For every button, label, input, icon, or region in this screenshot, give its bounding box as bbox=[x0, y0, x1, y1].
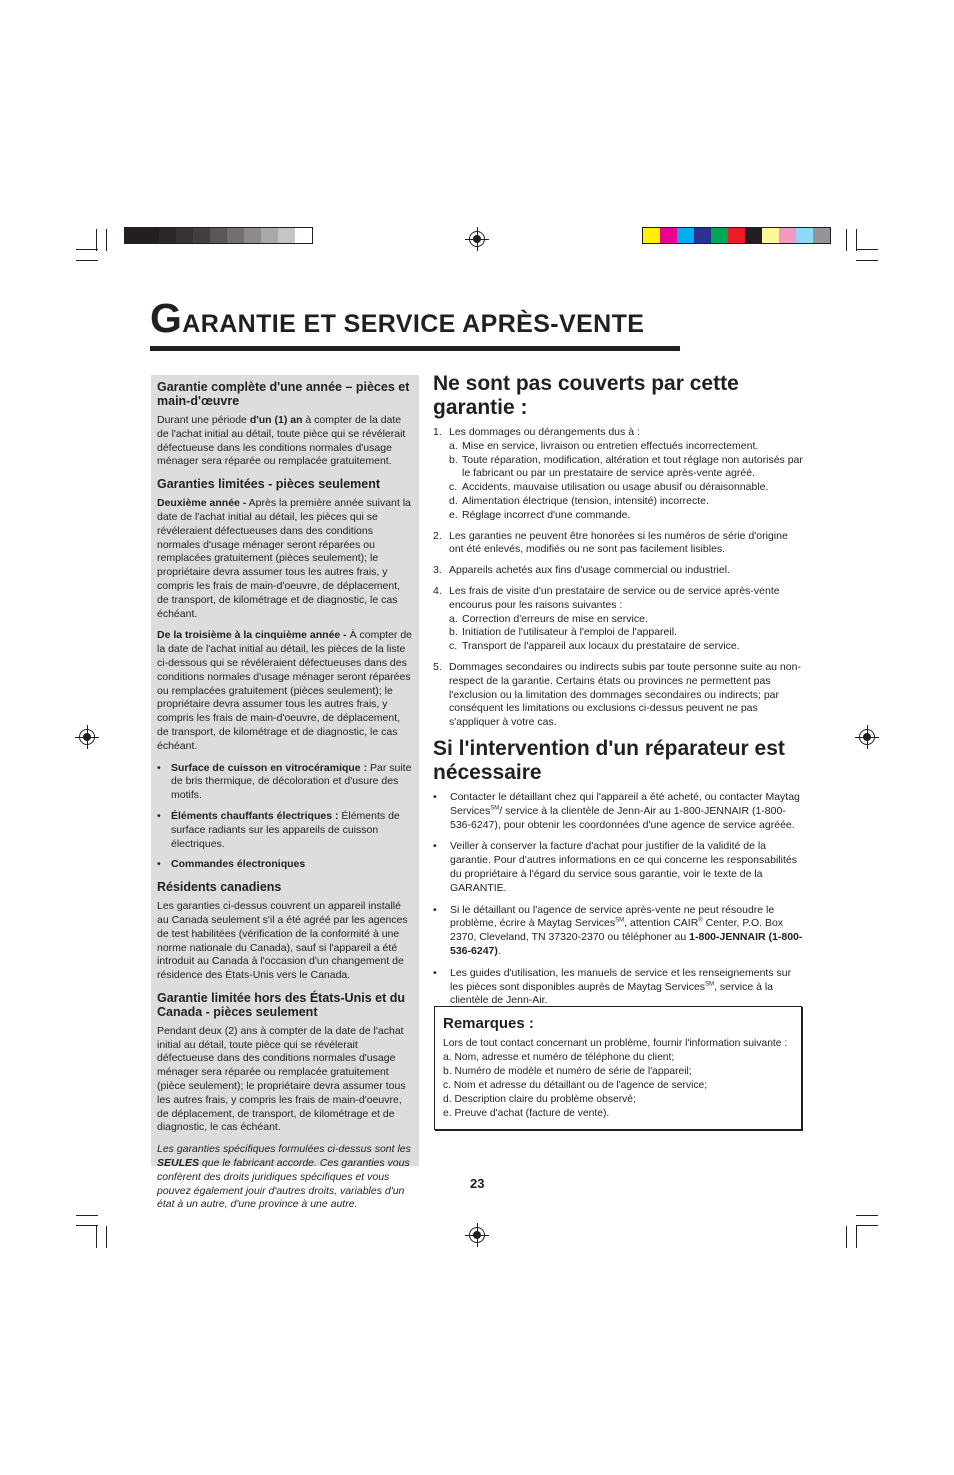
list-item: 1. Les dommages ou dérangements dus à : a. Mise en service, livraison ou entretien effectués incorrectement. b. Toute réparation, modification, altération et tout réglage non autorisés par le fabricant ou par un prestataire de service après-vente agréé. c. Accidents, mauvaise utilisation ou usage abusif ou déraisonnable. d. Alimentation électrique (tension, intensité) incorrecte. e. Réglage incorrect d'une commande. bbox=[433, 426, 803, 521]
list-item: • Veiller à conserver la facture d'achat pour justifier de la validité de la garantie. Pour d'autres informations en ce qui concerne les responsabilités du propriétaire à l'égard du service sous garantie, voir le texte de la GARANTIE. bbox=[433, 840, 803, 895]
color-swatch bbox=[745, 228, 762, 243]
second-year-text: Deuxième année - Après la première année suivant la date de l'achat initial au détail, les pièces qui se révéleraient défectueuses dans des conditions normales d'usage ménager seront réparées ou remplacées gratuitement (pièces seulement); le propriétaire devra assumer tous les autres frais, y compris les frais de main-d'oeuvre, de déplacement, de transport, de kilométrage et de diagnostic, le cas échéant. bbox=[157, 497, 411, 620]
color-swatch bbox=[159, 228, 176, 243]
color-swatch bbox=[227, 228, 244, 243]
legal-rights-text: Les garanties spécifiques formulées ci-dessus sont les SEULES que le fabricant accorde. Ces garanties vous confèrent des droits juridiques spécifiques et vous pouvez également jouir d'autres droits, variables d'un état à un autre, d'une province à une autre. bbox=[157, 1143, 411, 1211]
list-item: a. Nom, adresse et numéro de téléphone du client; bbox=[443, 1052, 675, 1063]
exclusions-heading: Ne sont pas couverts par cette garantie : bbox=[433, 372, 739, 419]
list-item: a. Mise en service, livraison ou entretien effectués incorrectement. bbox=[449, 439, 759, 452]
color-swatch bbox=[660, 228, 677, 243]
list-item: b. Toute réparation, modification, altération et tout réglage non autorisés par le fabricant ou par un prestataire de service après-vente agréé. bbox=[449, 453, 803, 480]
list-item: e. Réglage incorrect d'une commande. bbox=[449, 508, 631, 521]
canadian-residents-heading: Résidents canadiens bbox=[157, 880, 282, 895]
color-swatch bbox=[295, 228, 312, 243]
list-item: • Contacter le détaillant chez qui l'appareil a été acheté, ou contacter Maytag Services℠/ service à la clientèle de Jenn-Air au 1-800-JENNAIR (1-800-536-6247), pour obtenir les coordonnées d'une agence de service agréée. bbox=[433, 791, 803, 832]
color-swatch bbox=[244, 228, 261, 243]
list-item: b. Numéro de modèle et numéro de série de l'appareil; bbox=[443, 1066, 692, 1077]
color-swatch bbox=[813, 228, 830, 243]
list-item: • Surface de cuisson en vitrocéramique : Par suite de bris thermique, de décoloration et d'usure des motifs. bbox=[157, 762, 413, 803]
list-item: • Si le détaillant ou l'agence de service après-vente ne peut résoudre le problème, écrire à Maytag Services℠, attention CAIR® Center, P.O. Box 2370, Cleveland, TN 37320-2370 ou téléphoner au 1-800-JENNAIR (1-800-536-6247). bbox=[433, 904, 803, 959]
list-item: c. Accidents, mauvaise utilisation ou usage abusif ou déraisonnable. bbox=[449, 481, 769, 494]
color-swatch bbox=[728, 228, 745, 243]
color-swatch bbox=[779, 228, 796, 243]
notes-intro: Lors de tout contact concernant un problème, fournir l'information suivante : bbox=[443, 1038, 788, 1049]
notes-box bbox=[434, 1006, 802, 1130]
color-swatch bbox=[677, 228, 694, 243]
list-item: d. Description claire du problème observé; bbox=[443, 1094, 636, 1105]
color-swatch bbox=[796, 228, 813, 243]
registration-mark-icon bbox=[79, 729, 95, 745]
main-column bbox=[433, 372, 803, 1016]
color-calibration-strip bbox=[642, 227, 831, 244]
page-number: 23 bbox=[470, 1176, 485, 1191]
color-swatch bbox=[142, 228, 159, 243]
list-item: 4. Les frais de visite d'un prestataire de service ou de service après-vente encourus pour les raisons suivantes : a. Correction d'erreurs de mise en service. b. Initiation de l'utilisateur à l'emploi de l'appareil. c. Transport de l'appareil aux locaux du prestataire de service. bbox=[433, 585, 803, 654]
list-item: b. Initiation de l'utilisateur à l'emploi de l'appareil. bbox=[449, 626, 677, 639]
color-swatch bbox=[261, 228, 278, 243]
list-item: e. Preuve d'achat (facture de vente). bbox=[443, 1108, 610, 1119]
color-swatch bbox=[762, 228, 779, 243]
title-underline bbox=[150, 346, 680, 351]
color-swatch bbox=[643, 228, 660, 243]
color-swatch bbox=[176, 228, 193, 243]
outside-us-canada-text: Pendant deux (2) ans à compter de la date de l'achat initial au détail, toute pièce qui se révélerait défectueuse dans des conditions normales d'usage ménager sera réparée ou remplacée gratuitement (pièce seulement); le propriétaire devra assumer tous les autres frais, y compris les frais de main-d'oeuvre, de déplacement, de transport, de kilométrage et de diagnostic, le cas échéant. bbox=[157, 1024, 406, 1134]
notes-title: Remarques : bbox=[443, 1015, 534, 1032]
color-swatch bbox=[210, 228, 227, 243]
canadian-residents-text: Les garanties ci-dessus couvrent un appareil installé au Canada seulement s'il a été agréé par les agences de test habilitées (vérification de la conformité à une norme nationale du Canada), sauf si l'appareil a été introduit au Canada à l'occasion d'un changement de résidence des États-Unis vers le Canada. bbox=[157, 900, 408, 982]
list-item: 3. Appareils achetés aux fins d'usage commercial ou industriel. bbox=[433, 564, 730, 577]
full-warranty-heading: Garantie complète d'une année – pièces et main-d'œuvre bbox=[157, 380, 410, 408]
outside-us-canada-heading: Garantie limitée hors des États-Unis et du Canada - pièces seulement bbox=[157, 990, 405, 1019]
list-item: • Commandes électroniques bbox=[157, 858, 413, 872]
color-swatch bbox=[125, 228, 142, 243]
list-item: • Les guides d'utilisation, les manuels de service et les renseignements sur les pièces sont disponibles auprès de Maytag Services℠, service à la clientèle de Jenn-Air. bbox=[433, 967, 803, 1008]
list-item: a. Correction d'erreurs de mise en service. bbox=[449, 612, 648, 625]
list-item: 5. Dommages secondaires ou indirects subis par toute personne suite au non-respect de la garantie. Certains états ou provinces ne permettent pas l'exclusion ou la limitation des dommages secondaires ou indirects; par conséquent les limitations ou exclusions ci-dessus peuvent ne pas s'appliquer à votre cas. bbox=[433, 660, 801, 729]
color-swatch bbox=[711, 228, 728, 243]
page-title: GARANTIE ET SERVICE APRÈS-VENTE bbox=[150, 295, 645, 341]
color-swatch bbox=[278, 228, 295, 243]
list-item: c. Nom et adresse du détaillant ou de l'agence de service; bbox=[443, 1080, 708, 1091]
service-steps-list bbox=[433, 791, 803, 1008]
color-swatch bbox=[694, 228, 711, 243]
covered-parts-list bbox=[157, 762, 413, 873]
color-swatch bbox=[193, 228, 210, 243]
limited-warranty-heading: Garanties limitées - pièces seulement bbox=[157, 477, 381, 492]
warranty-sidebar bbox=[151, 375, 419, 1211]
service-heading: Si l'intervention d'un réparateur est nécessaire bbox=[433, 736, 785, 784]
registration-mark-icon bbox=[469, 231, 485, 247]
list-item: 2. Les garanties ne peuvent être honorées si les numéros de série d'origine ont été enlevés, modifiés ou ne sont pas facilement lisibles. bbox=[433, 529, 788, 556]
list-item: c. Transport de l'appareil aux locaux du prestataire de service. bbox=[449, 640, 740, 653]
registration-mark-icon bbox=[469, 1227, 485, 1243]
exclusions-list bbox=[433, 426, 803, 730]
full-warranty-text: Durant une période d'un (1) an à compter de la date de l'achat initial au détail, toute pièce qui se révélerait défectueuse dans les conditions normales d'usage ménager sera réparée ou remplacée gratuitement. bbox=[157, 414, 406, 468]
third-to-fifth-year-text: De la troisième à la cinquième année - À compter de la date de l'achat initial au détail, les pièces de la liste ci-dessous qui se révéleraient défectueuses dans des conditions normales d'usage ménager seront réparées ou remplacées gratuitement (pièces seulement); le propriétaire devra assumer tous les autres frais, y compris les frais de main-d'oeuvre, de déplacement, de transport, de kilométrage et de diagnostic, le cas échéant. bbox=[157, 629, 413, 752]
registration-mark-icon bbox=[859, 729, 875, 745]
list-item: • Éléments chauffants électriques : Éléments de surface radiants sur les appareils de cuisson électriques. bbox=[157, 810, 413, 851]
list-item: d. Alimentation électrique (tension, intensité) incorrecte. bbox=[449, 494, 709, 507]
grayscale-calibration-strip bbox=[124, 227, 313, 244]
